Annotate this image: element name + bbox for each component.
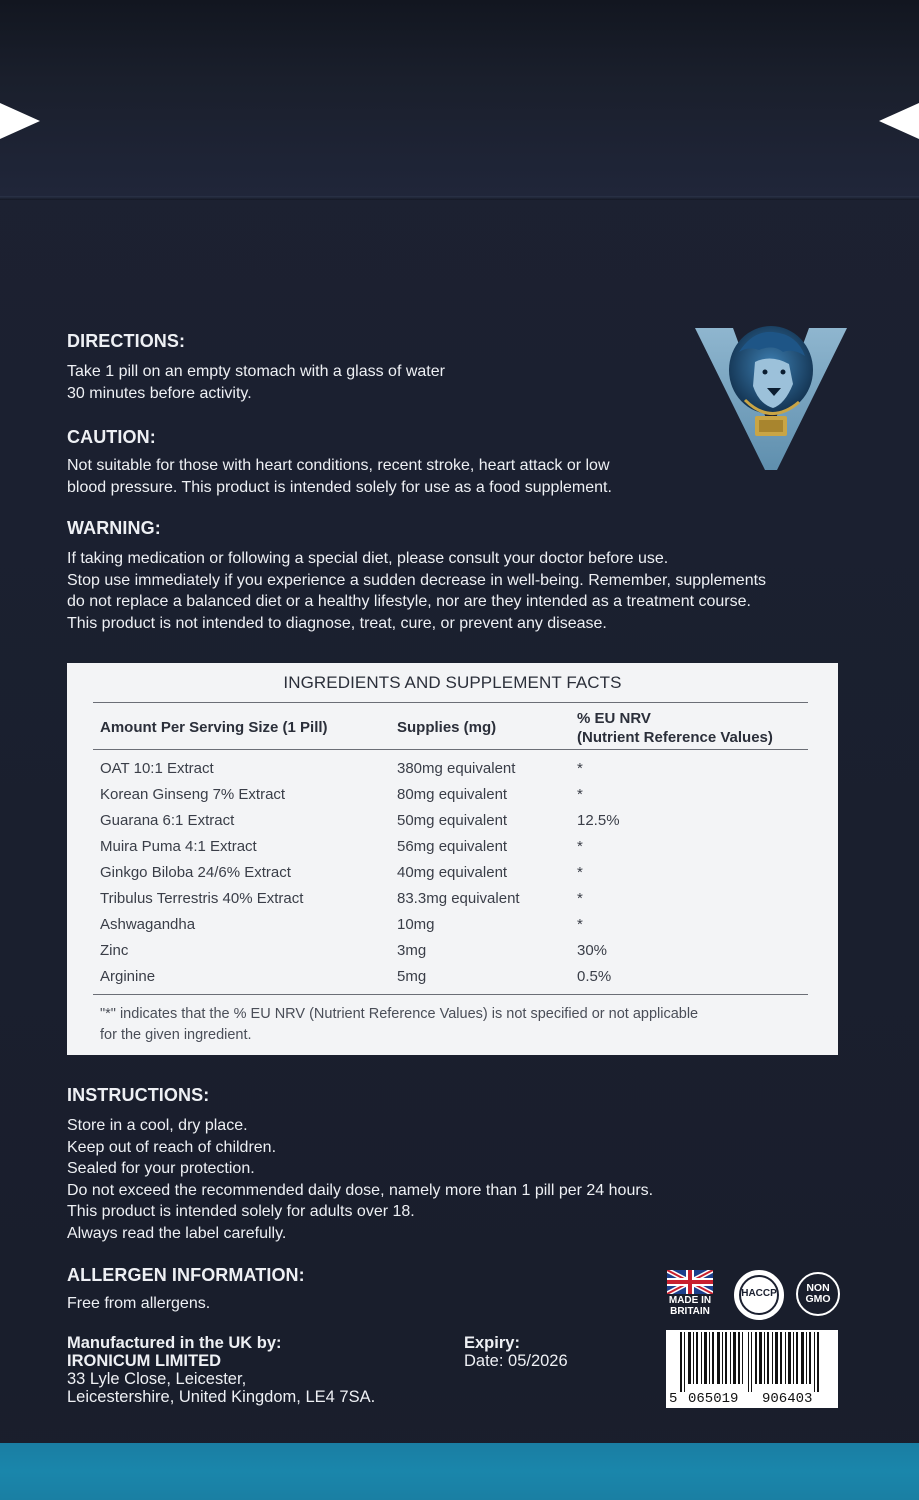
table-row: Arginine 5mg 0.5% (100, 968, 612, 985)
table-row: OAT 10:1 Extract 380mg equivalent * (100, 760, 583, 777)
warning-text: If taking medication or following a special diet, please consult your doctor before use. Stop use immediately if you experience a sudden decrease in well-being. Remember, supplements do not replace a balanced diet or a healthy lifestyle, nor are they intended as a treatment course. This product is not intended to diagnose, treat, cure, or prevent any disease. (67, 550, 767, 632)
non-gmo-badge: NON GMO (796, 1272, 840, 1316)
bottom-color-band (0, 1443, 919, 1500)
lion-v-logo (693, 322, 849, 472)
manufacturer-company: IRONICUM LIMITED (67, 1352, 221, 1370)
expiry-date: Date: 05/2026 (464, 1352, 568, 1370)
lion-head-icon (729, 326, 813, 414)
table-row: Muira Puma 4:1 Extract 56mg equivalent * (100, 838, 583, 855)
header-supplies: Supplies (mg) (397, 719, 497, 736)
manufacturer-address: 33 Lyle Close, Leicester, Leicestershire, United Kingdom, LE4 7SA. (67, 1370, 376, 1406)
table-row: Tribulus Terrestris 40% Extract 83.3mg equivalent * (100, 890, 583, 907)
caution-heading: CAUTION: (67, 427, 156, 447)
allergen-text: Free from allergens. (67, 1295, 211, 1312)
barcode: 5 065019 906403 (666, 1330, 838, 1408)
table-row: Korean Ginseng 7% Extract 80mg equivalent * (100, 786, 583, 803)
directions-heading: DIRECTIONS: (67, 331, 186, 351)
nrv-footnote: "*" indicates that the % EU NRV (Nutrient Reference Values) is not specified or not applicable for the given ingredient. (100, 1006, 699, 1043)
manufacturer-label: Manufactured in the UK by: (67, 1334, 282, 1352)
warning-heading: WARNING: (67, 518, 161, 538)
haccp-badge: HACCP (734, 1270, 784, 1320)
header-amount: Amount Per Serving Size (1 Pill) (100, 719, 328, 736)
table-row: Guarana 6:1 Extract 50mg equivalent 12.5% (100, 812, 620, 829)
supplement-facts-panel (67, 663, 838, 1055)
directions-text: Take 1 pill on an empty stomach with a glass of water 30 minutes before activity. (67, 363, 445, 402)
header-nrv: % EU NRV (Nutrient Reference Values) (577, 710, 773, 746)
caution-text: Not suitable for those with heart conditions, recent stroke, heart attack or low blood pressure. This product is intended solely for use as a food supplement. (67, 457, 612, 496)
divider (93, 702, 808, 703)
barcode-bars (666, 1330, 838, 1392)
table-row: Zinc 3mg 30% (100, 942, 608, 959)
divider (93, 994, 808, 995)
certification-badges (666, 1270, 840, 1320)
divider (93, 749, 808, 750)
facts-title: INGREDIENTS AND SUPPLEMENT FACTS (283, 673, 622, 692)
expiry-label: Expiry: (464, 1334, 520, 1352)
instructions-text: Store in a cool, dry place. Keep out of reach of children. Sealed for your protection. Do not exceed the recommended daily dose, namely more than 1 pill per 24 hours. This product is intended solely for adults over 18. Always read the label carefully. (67, 1117, 654, 1242)
table-row: Ashwagandha 10mg * (100, 916, 583, 933)
table-row: Ginkgo Biloba 24/6% Extract 40mg equivalent * (100, 864, 583, 881)
made-in-britain-badge: MADE IN BRITAIN (666, 1270, 714, 1320)
zip-seal-line (0, 196, 919, 200)
tear-notch-left (0, 103, 40, 139)
uk-flag-icon (667, 1270, 713, 1294)
instructions-heading: INSTRUCTIONS: (67, 1085, 210, 1105)
tear-notch-right (879, 103, 919, 139)
allergen-heading: ALLERGEN INFORMATION: (67, 1265, 305, 1285)
heat-seal-area (0, 0, 919, 200)
